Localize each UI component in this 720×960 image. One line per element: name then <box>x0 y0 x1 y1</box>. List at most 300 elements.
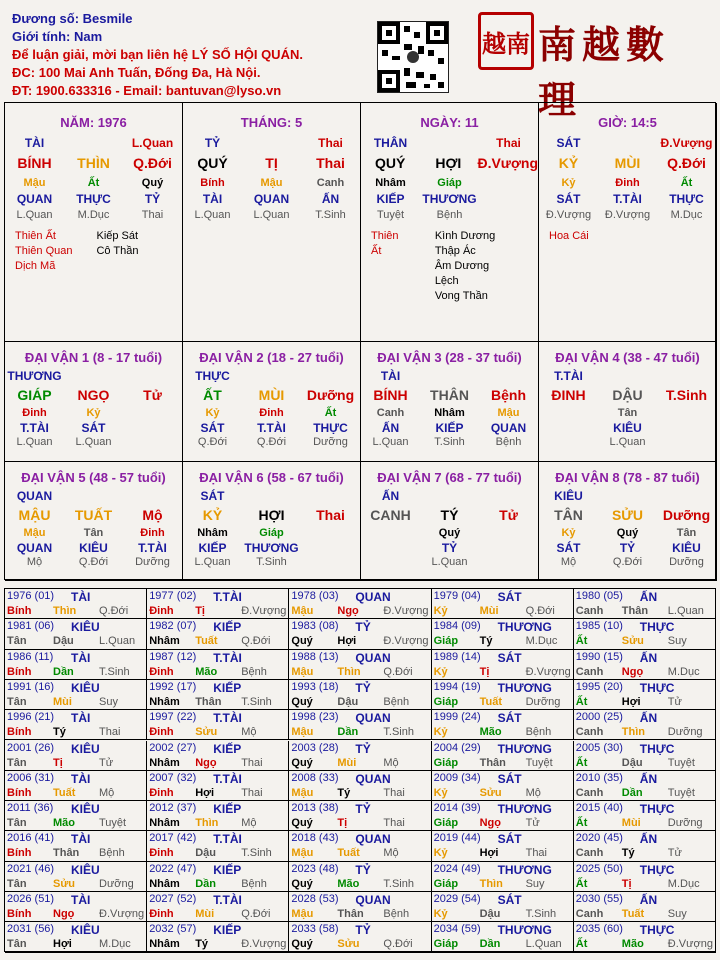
year-phase: Q.Đới <box>383 665 413 678</box>
cell-text: Q.Đới <box>667 155 706 171</box>
star-label: Thập Ác <box>434 245 476 257</box>
year-phase: T.Sinh <box>525 908 557 920</box>
year-branch: Tý <box>53 726 66 739</box>
year-phase: Đ.Vượng <box>525 665 571 678</box>
year-branch: Tuất <box>479 695 502 708</box>
dai-van-cell <box>539 342 717 462</box>
year-phase: Tử <box>99 756 114 769</box>
cell-text: KỶ <box>558 155 579 171</box>
year-label: 2017 (42) <box>149 832 197 845</box>
year-star: TỶ <box>355 802 371 817</box>
year-stem: Tân <box>7 635 27 648</box>
cell-text: L.Quan <box>194 555 231 568</box>
year-phase: Bệnh <box>241 665 267 678</box>
year-star: KIẾP <box>213 923 242 938</box>
cell-text: Kỷ <box>86 407 101 419</box>
year-phase: T.Sinh <box>241 695 272 708</box>
year-cell <box>5 771 147 801</box>
year-branch: Thân <box>479 756 506 769</box>
year-label: 2035 (60) <box>575 923 623 936</box>
year-label: 1991 (16) <box>7 680 55 693</box>
year-branch: Ngọ <box>479 817 501 830</box>
year-star: QUAN <box>355 771 391 786</box>
year-branch: Hợi <box>621 695 641 708</box>
year-branch: Dần <box>621 786 643 799</box>
year-cell <box>289 680 431 710</box>
year-cell <box>289 922 431 952</box>
star-label: Thiên Ất <box>371 230 399 257</box>
cell-text: QUÝ <box>374 155 406 171</box>
year-stem: Kỷ <box>433 908 448 920</box>
year-phase: Tử <box>667 847 682 860</box>
cell-text: Q.Đới <box>197 436 228 448</box>
cell-text: Nhâm <box>434 407 465 419</box>
year-star: T.TÀI <box>213 893 242 907</box>
dai-van-title: ĐẠI VẬN 5 (48 - 57 tuổi) <box>21 469 166 485</box>
cell-text: M.Dục <box>77 209 110 221</box>
year-label: 2014 (39) <box>433 802 481 815</box>
year-star: QUAN <box>355 711 391 726</box>
cell-text: Mộ <box>142 506 163 523</box>
cell-text: Bính <box>200 177 225 189</box>
year-stem: Mậu <box>291 786 314 799</box>
year-label: 2009 (34) <box>433 771 481 784</box>
special-stars <box>539 223 716 244</box>
dai-van-title: ĐẠI VẬN 6 (58 - 67 tuổi) <box>199 469 344 485</box>
year-star: QUAN <box>355 832 391 847</box>
cell-text: THƯƠNG <box>422 192 477 206</box>
year-branch: Dần <box>337 726 359 739</box>
year-branch: Thìn <box>337 665 361 678</box>
year-stem: Nhâm <box>149 635 180 648</box>
year-branch: Mùi <box>53 695 72 708</box>
year-star: QUAN <box>355 893 391 907</box>
cell-text: Thai <box>316 506 345 523</box>
year-phase: Dưỡng <box>667 726 703 739</box>
year-stem: Ất <box>575 877 588 890</box>
cell-text: Dưỡng <box>669 555 704 568</box>
year-stem: Ất <box>575 938 588 951</box>
year-phase: Thai <box>241 786 263 799</box>
year-cell <box>432 801 574 831</box>
year-star: T.TÀI <box>213 771 242 786</box>
year-cell <box>432 589 574 619</box>
year-phase: Q.Đới <box>99 605 129 617</box>
year-star: THỰC <box>639 923 675 938</box>
year-branch: Ngọ <box>621 665 644 678</box>
year-stem: Giáp <box>433 938 459 951</box>
year-star: TỶ <box>355 620 371 635</box>
owner-name: Đương số: Besmile <box>12 11 133 26</box>
year-star: T.TÀI <box>213 832 242 847</box>
cell-text: Tân <box>676 526 697 539</box>
dai-van-title: ĐẠI VẬN 4 (38 - 47 tuổi) <box>555 350 700 365</box>
year-phase: T.Sinh <box>383 726 414 739</box>
dai-van-title: ĐẠI VẬN 3 (28 - 37 tuổi) <box>377 350 522 365</box>
pillars-grid <box>4 102 716 580</box>
year-label: 2032 (57) <box>149 923 197 936</box>
year-star: TÀI <box>71 832 91 847</box>
cell-text: TỶ <box>441 540 458 555</box>
cell-text: MÙI <box>258 387 285 403</box>
cell-text: Tân <box>83 526 104 539</box>
year-label: 1981 (06) <box>7 620 55 633</box>
year-label: 1995 (20) <box>575 680 623 693</box>
cell-text: Nhâm <box>375 177 406 189</box>
cell-text: Dưỡng <box>313 436 348 448</box>
year-label: 2011 (36) <box>7 802 54 815</box>
year-stem: Đinh <box>149 605 174 617</box>
year-phase: L.Quan <box>525 938 562 951</box>
year-phase: Đ.Vượng <box>383 635 429 648</box>
cell-text: Bệnh <box>495 436 522 448</box>
year-branch: Mão <box>479 726 502 739</box>
year-star: KIÊU <box>71 680 100 695</box>
cell-text: Đ.Vượng <box>604 209 651 221</box>
year-branch: Tuất <box>337 847 360 860</box>
cell-text: Thai <box>496 136 521 150</box>
cell-text: THÂN <box>373 136 408 150</box>
year-label: 1982 (07) <box>149 620 197 633</box>
brand-logo <box>478 12 708 122</box>
year-label: 1992 (17) <box>149 680 197 693</box>
year-stem: Quý <box>291 695 313 708</box>
year-phase: Bệnh <box>99 847 125 860</box>
cell-text: Tuyệt <box>376 209 405 221</box>
year-label: 1977 (02) <box>149 590 197 602</box>
special-stars <box>5 223 182 274</box>
year-label: 1985 (10) <box>575 620 623 633</box>
year-star: THỰC <box>639 680 675 695</box>
year-phase: L.Quan <box>99 635 136 648</box>
dai-van-cell <box>5 342 183 462</box>
year-label: 2005 (30) <box>575 741 623 754</box>
year-branch: Mão <box>195 665 218 678</box>
year-stem: Canh <box>575 786 604 799</box>
cell-text: KIẾP <box>435 421 464 435</box>
cell-text: KIÊU <box>79 540 108 555</box>
year-star: SÁT <box>497 771 522 786</box>
year-label: 2008 (33) <box>291 771 339 784</box>
cell-text: Thai <box>318 136 343 150</box>
year-cell <box>574 741 716 771</box>
year-branch: Tị <box>337 817 348 830</box>
year-stem: Quý <box>291 635 313 648</box>
cell-text: KỶ <box>202 506 223 523</box>
year-branch: Thân <box>621 605 649 617</box>
year-label: 1996 (21) <box>7 711 55 724</box>
year-cell <box>5 862 147 892</box>
year-phase: M.Dục <box>667 877 700 890</box>
year-cell <box>289 771 431 801</box>
cell-text: ĐINH <box>551 387 586 403</box>
cell-text: Bệnh <box>436 209 463 221</box>
year-phase: M.Dục <box>525 635 558 648</box>
cell-text: KIẾP <box>198 540 227 555</box>
year-stem: Kỷ <box>433 665 448 678</box>
cell-text: Tử <box>499 506 518 523</box>
seal-stamp: 越南 <box>478 12 534 70</box>
year-star: QUAN <box>355 590 391 604</box>
year-star: THƯƠNG <box>497 741 552 756</box>
year-stem: Quý <box>291 817 313 830</box>
year-branch: Mùi <box>621 817 641 830</box>
year-label: 2027 (52) <box>149 893 197 905</box>
cell-text: Q.Đới <box>256 436 287 448</box>
year-label: 2023 (48) <box>291 862 339 875</box>
year-stem: Quý <box>291 756 313 769</box>
year-branch: Dần <box>479 938 501 951</box>
year-cell <box>432 650 574 680</box>
year-stem: Ất <box>575 635 588 648</box>
year-branch: Sửu <box>479 786 502 799</box>
dai-van-title: ĐẠI VẬN 2 (18 - 27 tuổi) <box>199 350 344 365</box>
year-stem: Bính <box>7 726 32 739</box>
year-stem: Canh <box>575 726 604 739</box>
year-label: 2028 (53) <box>291 893 339 905</box>
year-branch: Dần <box>53 665 74 678</box>
year-star: THƯƠNG <box>497 802 552 817</box>
year-branch: Thìn <box>195 817 219 830</box>
year-stem: Canh <box>575 605 604 617</box>
cell-text: Tử <box>143 387 162 403</box>
cell-text: Mậu <box>23 526 46 539</box>
year-star: KIÊU <box>71 923 100 938</box>
dai-van-title: ĐẠI VẬN 8 (78 - 87 tuổi) <box>555 469 700 485</box>
year-stem: Tân <box>7 938 27 951</box>
year-stem: Bính <box>7 847 32 860</box>
year-stem: Đinh <box>149 665 174 678</box>
cell-text: Đinh <box>615 177 640 189</box>
year-stem: Đinh <box>149 847 174 860</box>
year-star: T.TÀI <box>213 711 242 726</box>
year-star: SÁT <box>497 650 522 665</box>
year-label: 2004 (29) <box>433 741 481 754</box>
cell-text: SỬU <box>611 506 644 523</box>
year-branch: Mùi <box>337 756 357 769</box>
year-cell <box>147 741 289 771</box>
year-stem: Giáp <box>433 877 459 890</box>
year-star: KIẾP <box>213 620 242 635</box>
year-phase: T.Sinh <box>99 665 130 678</box>
cell-text: HỢI <box>435 155 462 171</box>
year-cell <box>289 801 431 831</box>
year-cell <box>432 619 574 649</box>
year-star: TỶ <box>355 923 371 938</box>
year-phase: Q.Đới <box>241 908 271 920</box>
cell-text: TỊ <box>265 155 278 171</box>
cell-text: THỰC <box>669 192 704 206</box>
year-phase: Tuyệt <box>525 756 553 769</box>
year-label: 1989 (14) <box>433 650 481 663</box>
cell-text: ẤT <box>203 387 222 403</box>
cell-text: Q.Đới <box>133 155 172 171</box>
year-cell <box>5 710 147 740</box>
cell-text: Mậu <box>23 177 46 189</box>
cell-text: L.Quan <box>131 136 174 150</box>
year-star: ẤN <box>639 711 658 726</box>
year-star: THƯƠNG <box>497 620 552 635</box>
cell-text: MẬU <box>18 506 51 523</box>
year-phase: Thai <box>241 756 263 769</box>
cell-text: ẤN <box>381 488 400 503</box>
year-star: SÁT <box>497 590 522 604</box>
cell-text: THỰC <box>195 369 230 383</box>
year-branch: Thân <box>337 908 364 920</box>
cell-text: TỶ <box>204 136 221 150</box>
year-label: 1986 (11) <box>7 650 54 663</box>
year-cell <box>289 741 431 771</box>
pillar-title: NĂM: 1976 <box>60 115 127 130</box>
year-branch: Dần <box>195 877 216 890</box>
year-star: KIẾP <box>213 802 242 817</box>
year-cell <box>432 831 574 861</box>
year-phase: M.Dục <box>667 665 700 678</box>
year-phase: Tuyệt <box>667 756 695 769</box>
cell-text: Quý <box>141 177 164 189</box>
year-cell <box>5 801 147 831</box>
cell-text: L.Quan <box>16 209 53 221</box>
year-branch: Thìn <box>621 726 646 739</box>
year-branch: Tý <box>479 635 493 648</box>
year-stem: Giáp <box>433 817 459 830</box>
year-star: KIẾP <box>213 680 242 695</box>
year-label: 2000 (25) <box>575 711 623 724</box>
year-cell <box>289 619 431 649</box>
year-branch: Sửu <box>53 877 76 890</box>
year-phase: Đ.Vượng <box>99 908 145 920</box>
year-cell <box>432 922 574 952</box>
year-branch: Thìn <box>479 877 503 890</box>
year-star: TÀI <box>71 711 91 726</box>
year-label: 1984 (09) <box>433 620 481 633</box>
year-cell <box>289 650 431 680</box>
year-label: 1993 (18) <box>291 680 339 693</box>
cell-text: Ất <box>324 407 337 419</box>
cell-text: Đ.Vượng <box>660 136 713 150</box>
year-branch: Ngọ <box>337 605 359 617</box>
star-label: Cô Thần <box>96 245 139 257</box>
year-phase: Suy <box>667 635 687 648</box>
year-branch: Dậu <box>195 847 216 860</box>
cell-text: L.Quan <box>253 209 290 221</box>
year-phase: Thai <box>99 726 121 739</box>
cell-text: Mộ <box>560 555 577 568</box>
brand-calligraphy: 南越數理 <box>538 22 671 122</box>
year-cell <box>147 892 289 922</box>
cell-text: Q.Đới <box>612 555 643 568</box>
year-branch: Tý <box>195 938 209 951</box>
year-stem: Ất <box>575 756 588 769</box>
year-stem: Quý <box>291 938 313 951</box>
header-info <box>12 10 372 100</box>
year-stem: Mậu <box>291 665 314 678</box>
cell-text: Canh <box>316 177 345 189</box>
cell-text: Đinh <box>22 407 47 419</box>
year-cell <box>432 710 574 740</box>
cell-text: THƯƠNG <box>7 369 62 383</box>
year-branch: Sửu <box>621 635 644 648</box>
cell-text: L.Quan <box>372 436 409 448</box>
cell-text: QUAN <box>253 192 290 206</box>
year-cell <box>147 771 289 801</box>
cell-text: Mậu <box>260 177 283 189</box>
year-cell <box>289 831 431 861</box>
year-stem: Canh <box>575 908 604 920</box>
year-branch: Tuất <box>195 635 218 648</box>
year-branch: Dậu <box>53 635 74 648</box>
year-star: ẤN <box>639 771 658 786</box>
year-cell <box>5 892 147 922</box>
year-cell <box>574 710 716 740</box>
year-cell <box>574 801 716 831</box>
year-star: THƯƠNG <box>497 923 552 938</box>
gender: Giới tính: Nam <box>12 29 103 44</box>
star-label: Kình Dương <box>434 230 496 242</box>
year-stem: Tân <box>7 817 27 830</box>
star-label: Vong Thần <box>434 290 488 302</box>
year-label: 2015 (40) <box>575 802 623 815</box>
year-branch: Tuất <box>621 908 645 920</box>
year-stem: Nhâm <box>149 877 180 890</box>
cell-text: THÂN <box>430 387 469 403</box>
year-star: KIẾP <box>213 862 242 877</box>
year-star: KIÊU <box>71 802 100 817</box>
year-stem: Nhâm <box>149 756 180 769</box>
year-label: 1999 (24) <box>433 711 481 724</box>
year-branch: Hợi <box>53 938 72 951</box>
year-label: 1980 (05) <box>575 590 623 602</box>
year-branch: Mùi <box>195 908 215 920</box>
cell-text: ẤN <box>381 421 400 435</box>
year-cell <box>5 680 147 710</box>
year-phase: Thai <box>383 786 405 799</box>
year-label: 2033 (58) <box>291 923 339 936</box>
year-cell <box>574 650 716 680</box>
year-phase: Đ.Vượng <box>667 938 713 951</box>
year-branch: Tuất <box>53 786 76 799</box>
year-stem: Mậu <box>291 847 314 860</box>
contact-invite: Để luận giải, mời bạn liên hệ LÝ SỐ HỘI QUÁN. <box>12 47 303 62</box>
year-cell <box>574 771 716 801</box>
year-label: 1987 (12) <box>149 650 197 663</box>
year-cell <box>289 862 431 892</box>
year-cell <box>5 619 147 649</box>
year-branch: Hợi <box>479 847 499 860</box>
year-label: 2001 (26) <box>7 741 55 754</box>
year-phase: Đ.Vượng <box>383 605 429 617</box>
year-phase: Tuyệt <box>99 817 127 830</box>
year-cell <box>147 862 289 892</box>
cell-text: Giáp <box>259 526 284 539</box>
year-star: TỶ <box>355 741 371 756</box>
year-cell <box>5 650 147 680</box>
cell-text: QUAN <box>16 488 53 503</box>
year-branch: Tị <box>195 605 205 617</box>
cell-text: KIÊU <box>554 488 583 503</box>
cell-text: DẬU <box>612 387 643 403</box>
year-star: KIÊU <box>71 620 100 635</box>
year-cell <box>289 892 431 922</box>
year-phase: Tuyệt <box>667 786 695 799</box>
dai-van-cell <box>5 462 183 582</box>
year-label: 2026 (51) <box>7 893 55 905</box>
year-cell <box>574 862 716 892</box>
year-star: SÁT <box>497 711 522 726</box>
cell-text: SÁT <box>556 192 581 206</box>
year-cell <box>289 589 431 619</box>
year-phase: Mộ <box>99 786 115 799</box>
